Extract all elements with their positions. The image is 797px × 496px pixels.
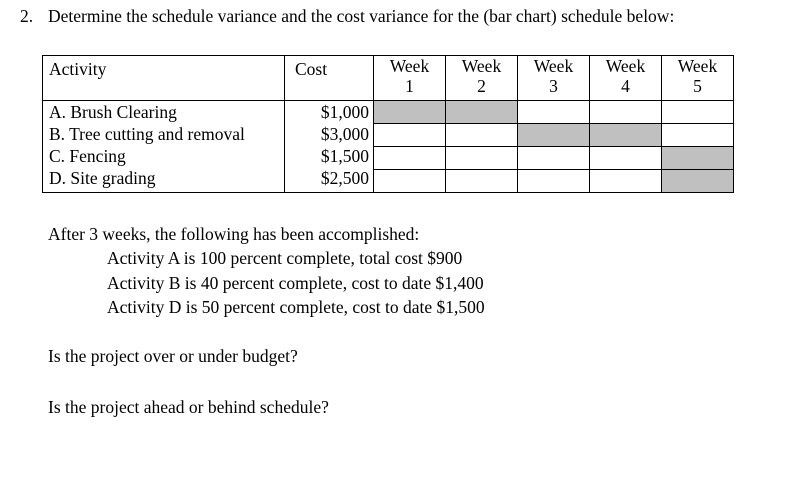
progress-intro: After 3 weeks, the following has been accomplished: xyxy=(48,224,420,244)
bar-cell-b-week-4 xyxy=(590,124,662,147)
header-week-5 xyxy=(662,56,734,101)
progress-item-d: Activity D is 50 percent complete, cost to date $1,500 xyxy=(107,297,485,317)
progress-item-a: Activity A is 100 percent complete, total cost $900 xyxy=(107,248,463,268)
activity-c-name: C. Fencing xyxy=(49,146,126,166)
header-week-5-label: Week xyxy=(677,56,718,76)
activity-a-cost: $1,000 xyxy=(320,102,369,122)
cost-column xyxy=(285,101,374,193)
bar-cell-c-week-2 xyxy=(446,147,518,170)
bar-cell-c-week-1 xyxy=(374,147,446,170)
activity-d-name: D. Site grading xyxy=(49,168,156,188)
question-heading xyxy=(20,6,674,27)
header-week-2 xyxy=(446,56,518,101)
activity-b-cost: $3,000 xyxy=(320,124,369,144)
schedule-table xyxy=(42,55,734,193)
question-text: Determine the schedule variance and the cost variance for the (bar chart) schedule below: xyxy=(48,6,675,26)
bar-cell-d-week-1 xyxy=(374,170,446,193)
table-row xyxy=(43,101,734,124)
activity-b-name: B. Tree cutting and removal xyxy=(49,124,245,144)
bar-cell-b-week-2 xyxy=(446,124,518,147)
header-activity: Activity xyxy=(43,56,285,101)
header-cost xyxy=(285,56,374,101)
header-week-3-number: 3 xyxy=(549,76,558,96)
bar-cell-b-week-1 xyxy=(374,124,446,147)
header-week-1-number: 1 xyxy=(405,76,414,96)
header-week-3-label: Week xyxy=(533,56,574,76)
header-week-4-number: 4 xyxy=(621,76,630,96)
bar-cell-a-week-5 xyxy=(662,101,734,124)
header-cost-label: Cost xyxy=(295,59,328,79)
table-header-row xyxy=(43,56,734,101)
bar-cell-d-week-4 xyxy=(590,170,662,193)
header-week-2-number: 2 xyxy=(477,76,486,96)
bar-cell-a-week-2 xyxy=(446,101,518,124)
header-week-2-label: Week xyxy=(461,56,502,76)
activity-a-name: A. Brush Clearing xyxy=(49,102,177,122)
header-week-1-label: Week xyxy=(389,56,430,76)
bar-cell-b-week-3 xyxy=(518,124,590,147)
bar-cell-a-week-3 xyxy=(518,101,590,124)
bar-cell-a-week-1 xyxy=(374,101,446,124)
header-week-4-label: Week xyxy=(605,56,646,76)
bar-cell-d-week-5 xyxy=(662,170,734,193)
header-week-4 xyxy=(590,56,662,101)
activity-column xyxy=(43,101,285,193)
bar-cell-c-week-5 xyxy=(662,147,734,170)
budget-question: Is the project over or under budget? xyxy=(48,346,298,366)
bar-cell-d-week-2 xyxy=(446,170,518,193)
progress-item-b: Activity B is 40 percent complete, cost to date $1,400 xyxy=(107,273,484,293)
header-week-5-number: 5 xyxy=(693,76,702,96)
bar-cell-d-week-3 xyxy=(518,170,590,193)
bar-cell-b-week-5 xyxy=(662,124,734,147)
schedule-question: Is the project ahead or behind schedule? xyxy=(48,397,329,417)
header-week-1 xyxy=(374,56,446,101)
bar-cell-a-week-4 xyxy=(590,101,662,124)
activity-c-cost: $1,500 xyxy=(320,146,369,166)
header-week-3 xyxy=(518,56,590,101)
question-number: 2. xyxy=(20,6,34,26)
bar-cell-c-week-3 xyxy=(518,147,590,170)
activity-d-cost: $2,500 xyxy=(320,168,369,188)
bar-cell-c-week-4 xyxy=(590,147,662,170)
